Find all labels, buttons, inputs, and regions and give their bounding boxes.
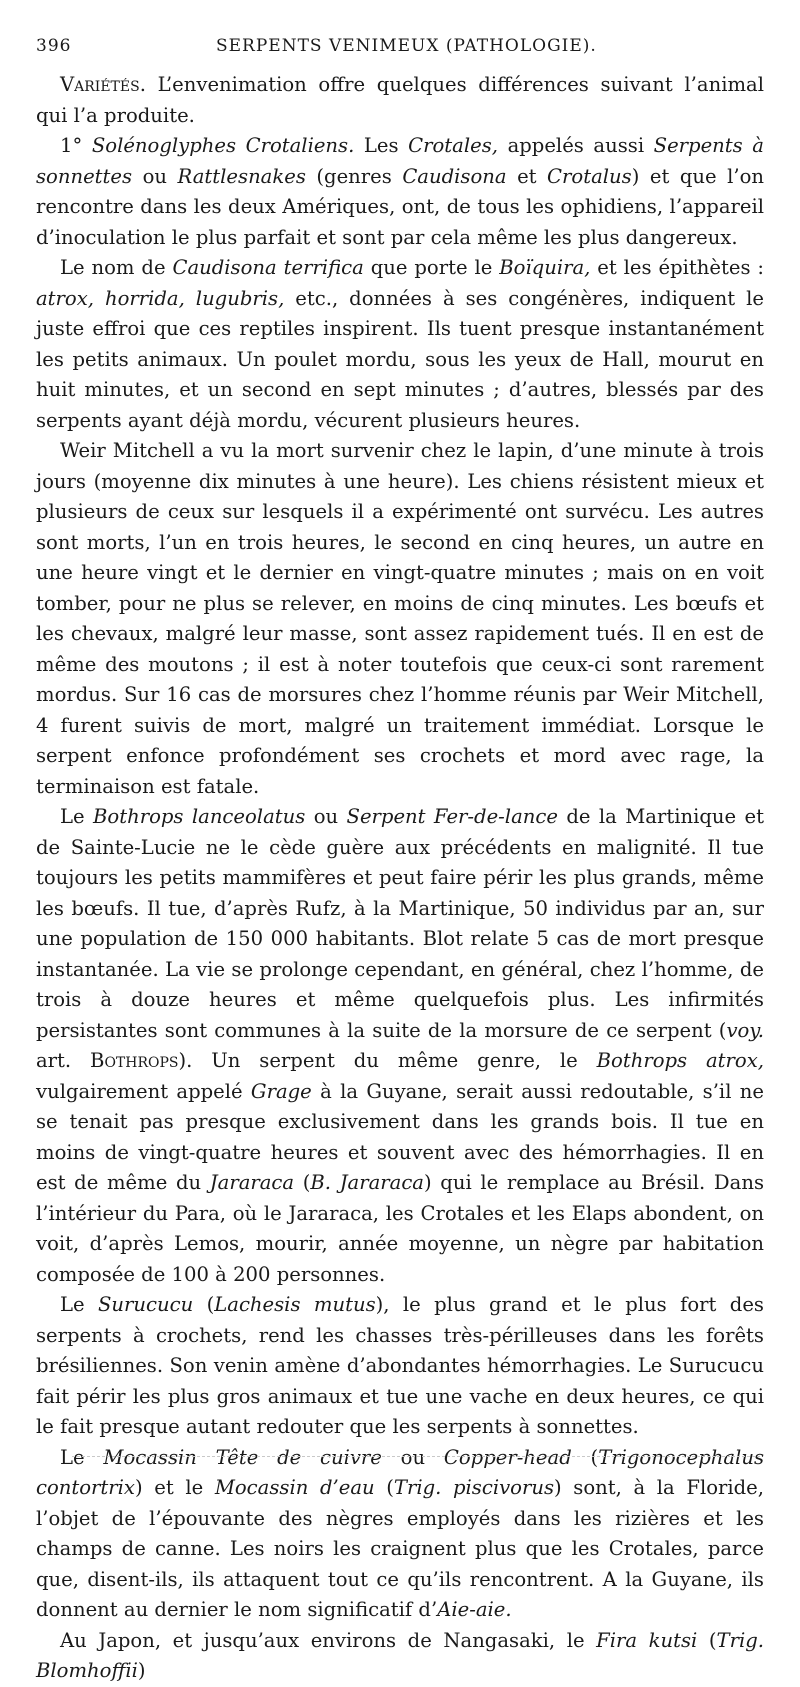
italic-run: Trigonocephalus contortrix: [36, 1445, 764, 1499]
italic-run: Fira kutsi: [596, 1628, 698, 1652]
italic-run: B. Jararaca: [310, 1171, 424, 1194]
small-caps-run: Bothrops: [90, 1049, 179, 1072]
body-text: [36, 70, 764, 1687]
italic-run: Solénoglyphes Crotaliens.: [91, 134, 355, 157]
italic-run: Trig. piscivorus: [393, 1476, 555, 1499]
italic-run: Aie-aie.: [437, 1598, 512, 1621]
italic-run: voy.: [726, 1018, 764, 1042]
paragraph-crotaliens: 1° Solénoglyphes Crotaliens. Les Crotales, appelés aussi Serpents à sonnettes ou Rattlesnakes (genres Caudisona et Crotalus) et que l’on rencontre dans les deux Amériques, ont, de tous les ophidiens, l’appareil d’inoculation le plus parfait et sont par cela même les plus dangereux.: [36, 134, 764, 249]
italic-run: Serpents à sonnettes: [36, 134, 764, 188]
italic-run: Crotalus: [547, 164, 632, 188]
paragraph-bothrops: Le Bothrops lanceolatus ou Serpent Fer-de-lance de la Martinique et de Sainte-Lucie ne le cède guère aux précédents en malignité. Il tue toujours les petits mammifères et peut faire périr les plus grands, même les bœufs. Il tue, d’après Rufz, à la Martinique, 50 individus par an, sur une population de 150 000 habitants. Blot relate 5 cas de mort presque instantanée. La vie se prolonge cependant, en général, chez l’homme, de trois à douze heures et même quelquefois plus. Les infirmités persistantes sont communes à la suite de la morsure de ce serpent (voy. art. Bothrops). Un serpent du même genre, le Bothrops atrox, vulgairement appelé Grage à la Guyane, serait aussi redoutable, s’il ne se tenait pas presque exclusivement dans les grands bois. Il tue en moins de vingt-quatre heures et souvent avec des hémorrhagies. Il en est de même du Jararaca (B. Jararaca) qui le remplace au Brésil. Dans l’intérieur du Para, où le Jararaca, les Crotales et les Elaps abondent, on voit, d’après Lemos, mourir, année moyenne, un nègre par habitation composée de 100 à 200 personnes.: [36, 805, 764, 1286]
italic-run: Boïquira,: [499, 256, 591, 279]
running-title: SERPENTS VENIMEUX (PATHOLOGIE).: [216, 36, 597, 56]
section-lead: Variétés.: [60, 73, 146, 96]
italic-run: Mocassin d’eau: [214, 1476, 375, 1499]
italic-run: Bothrops lanceolatus: [93, 805, 306, 828]
italic-run: atrox, horrida, lugubris,: [36, 286, 285, 310]
italic-run: Trig. Blomhoffii: [36, 1628, 765, 1682]
page-header: [36, 36, 764, 66]
italic-run: Surucucu: [98, 1293, 194, 1316]
footer-divider: [72, 1456, 760, 1457]
italic-run: Caudisona: [402, 164, 507, 188]
paragraph-weir-mitchell: Weir Mitchell a vu la mort survenir chez le lapin, d’une minute à trois jours (moyenne dix minutes à une heure). Les chiens résistent mieux et plusieurs de ceux sur lesquels il a expérimenté ont survécu. Les autres sont morts, l’un en trois heures, le second en cinq heures, un autre en une heure vingt et le dernier en vingt-quatre minutes ; mais on en voit tomber, pour ne plus se relever, en moins de cinq minutes. Les bœufs et les chevaux, malgré leur masse, sont assez rapidement tués. Il en est de même des moutons ; il est à noter toutefois que ceux-ci sont rarement mordus. Sur 16 cas de morsures chez l’homme réunis par Weir Mitchell, 4 furent suivis de mort, malgré un traitement immédiat. Lorsque le serpent enfonce profondément ses crochets et mord avec rage, la terminaison est fatale.: [36, 439, 764, 798]
paragraph-surucucu: Le Surucucu (Lachesis mutus), le plus grand et le plus fort des serpents à crochets, rend les chasses très-périlleuses dans les forêts brésiliennes. Son venin amène d’abondantes hémorrhagies. Le Surucucu fait périr les plus gros animaux et tue une vache en deux heures, ce qui le fait presque autant redouter que les serpents à sonnettes.: [36, 1293, 764, 1438]
italic-run: Crotales,: [408, 134, 498, 157]
italic-run: Jararaca: [209, 1171, 295, 1194]
paragraph-mocassin: Le Mocassin Tête de cuivre ou Copper-head (Trigonocephalus contortrix) et le Mocassin d’eau (Trig. piscivorus) sont, à la Floride, l’objet de l’épouvante des nègres employés dans les rizières et les champs de canne. Les noirs les craignent plus que les Crotales, parce que, disent-ils, ils attaquent tout ce qu’ils rencontrent. A la Guyane, ils donnent au dernier le nom significatif d’Aie-aie.: [36, 1445, 765, 1621]
italic-run: Mocassin Tête de cuivre: [103, 1445, 382, 1469]
paragraph-caudisona: Le nom de Caudisona terrifica que porte le Boïquira, et les épithètes : atrox, horrida, lugubris, etc., données à ses congénères, indiquent le juste effroi que ces reptiles inspirent. Ils tuent presque instantanément les petits animaux. Un poulet mordu, sous les yeux de Hall, mourut en huit minutes, et un second en sept minutes ; d’autres, blessés par des serpents ayant déjà mordu, vécurent plusieurs heures.: [36, 256, 764, 432]
italic-run: Caudisona terrifica: [172, 256, 364, 279]
paragraph-japon: Au Japon, et jusqu’aux environs de Nangasaki, le Fira kutsi (Trig. Blomhoffii): [36, 1628, 765, 1682]
paragraph-varietes: [36, 70, 764, 131]
italic-run: Serpent Fer-de-lance: [346, 805, 558, 828]
italic-run: Copper-head: [443, 1445, 572, 1469]
paragraph-text: L’envenimation offre quelques différences suivant l’animal qui l’a produite.: [36, 73, 764, 127]
italic-run: Rattlesnakes: [177, 164, 306, 188]
italic-run: Grage: [250, 1079, 312, 1103]
italic-run: Bothrops atrox,: [596, 1049, 764, 1072]
page-number: 396: [36, 36, 72, 56]
italic-run: Lachesis mutus: [214, 1293, 376, 1316]
